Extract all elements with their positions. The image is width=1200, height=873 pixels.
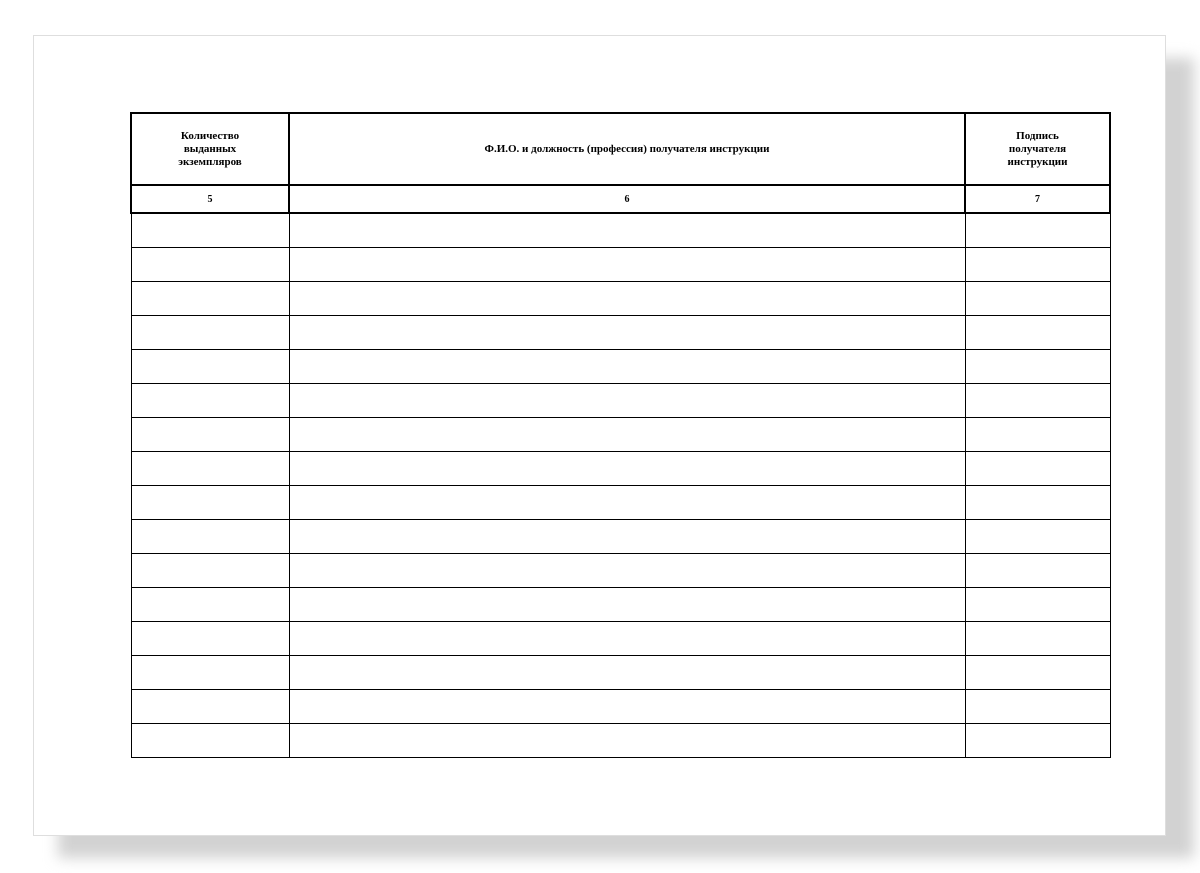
recipient-cell[interactable] bbox=[289, 248, 965, 282]
signature-cell[interactable] bbox=[965, 622, 1110, 656]
recipient-cell[interactable] bbox=[289, 418, 965, 452]
signature-cell[interactable] bbox=[965, 452, 1110, 486]
column-number: 5 bbox=[131, 185, 289, 213]
table-row bbox=[131, 724, 1110, 758]
copies-cell[interactable] bbox=[131, 350, 289, 384]
copies-cell[interactable] bbox=[131, 656, 289, 690]
signature-cell[interactable] bbox=[965, 418, 1110, 452]
table-row bbox=[131, 418, 1110, 452]
recipient-cell[interactable] bbox=[289, 622, 965, 656]
copies-cell[interactable] bbox=[131, 520, 289, 554]
table-row bbox=[131, 248, 1110, 282]
signature-cell[interactable] bbox=[965, 350, 1110, 384]
table-row bbox=[131, 622, 1110, 656]
table-row bbox=[131, 520, 1110, 554]
instruction-issue-table bbox=[130, 112, 1111, 758]
table-row bbox=[131, 486, 1110, 520]
signature-cell[interactable] bbox=[965, 588, 1110, 622]
copies-cell[interactable] bbox=[131, 622, 289, 656]
table-row bbox=[131, 282, 1110, 316]
column-number: 6 bbox=[289, 185, 965, 213]
header-row bbox=[131, 113, 1110, 185]
signature-cell[interactable] bbox=[965, 520, 1110, 554]
signature-cell[interactable] bbox=[965, 554, 1110, 588]
table-row bbox=[131, 690, 1110, 724]
recipient-cell[interactable] bbox=[289, 656, 965, 690]
recipient-cell[interactable] bbox=[289, 588, 965, 622]
copies-cell[interactable] bbox=[131, 486, 289, 520]
table-row bbox=[131, 554, 1110, 588]
recipient-cell[interactable] bbox=[289, 213, 965, 248]
copies-cell[interactable] bbox=[131, 248, 289, 282]
header-recipient-name-position: Ф.И.О. и должность (профессия) получателя инструкции bbox=[289, 113, 965, 185]
table-row bbox=[131, 316, 1110, 350]
copies-cell[interactable] bbox=[131, 282, 289, 316]
copies-cell[interactable] bbox=[131, 418, 289, 452]
recipient-cell[interactable] bbox=[289, 452, 965, 486]
column-number-row bbox=[131, 185, 1110, 213]
table-body bbox=[131, 213, 1110, 758]
signature-cell[interactable] bbox=[965, 486, 1110, 520]
table-row bbox=[131, 588, 1110, 622]
signature-cell[interactable] bbox=[965, 282, 1110, 316]
copies-cell[interactable] bbox=[131, 554, 289, 588]
recipient-cell[interactable] bbox=[289, 690, 965, 724]
signature-cell[interactable] bbox=[965, 384, 1110, 418]
header-copies-issued: Количество выданных экземпляров bbox=[131, 113, 289, 185]
recipient-cell[interactable] bbox=[289, 384, 965, 418]
document-page bbox=[33, 35, 1166, 836]
signature-cell[interactable] bbox=[965, 690, 1110, 724]
copies-cell[interactable] bbox=[131, 452, 289, 486]
recipient-cell[interactable] bbox=[289, 724, 965, 758]
signature-cell[interactable] bbox=[965, 724, 1110, 758]
column-number: 7 bbox=[965, 185, 1110, 213]
copies-cell[interactable] bbox=[131, 384, 289, 418]
header-recipient-signature: Подпись получателя инструкции bbox=[965, 113, 1110, 185]
signature-cell[interactable] bbox=[965, 248, 1110, 282]
recipient-cell[interactable] bbox=[289, 350, 965, 384]
table-row bbox=[131, 656, 1110, 690]
recipient-cell[interactable] bbox=[289, 520, 965, 554]
copies-cell[interactable] bbox=[131, 213, 289, 248]
copies-cell[interactable] bbox=[131, 588, 289, 622]
table-row bbox=[131, 213, 1110, 248]
signature-cell[interactable] bbox=[965, 656, 1110, 690]
recipient-cell[interactable] bbox=[289, 316, 965, 350]
recipient-cell[interactable] bbox=[289, 282, 965, 316]
copies-cell[interactable] bbox=[131, 724, 289, 758]
recipient-cell[interactable] bbox=[289, 554, 965, 588]
copies-cell[interactable] bbox=[131, 690, 289, 724]
table-row bbox=[131, 350, 1110, 384]
signature-cell[interactable] bbox=[965, 213, 1110, 248]
signature-cell[interactable] bbox=[965, 316, 1110, 350]
table-row bbox=[131, 452, 1110, 486]
copies-cell[interactable] bbox=[131, 316, 289, 350]
table-row bbox=[131, 384, 1110, 418]
recipient-cell[interactable] bbox=[289, 486, 965, 520]
